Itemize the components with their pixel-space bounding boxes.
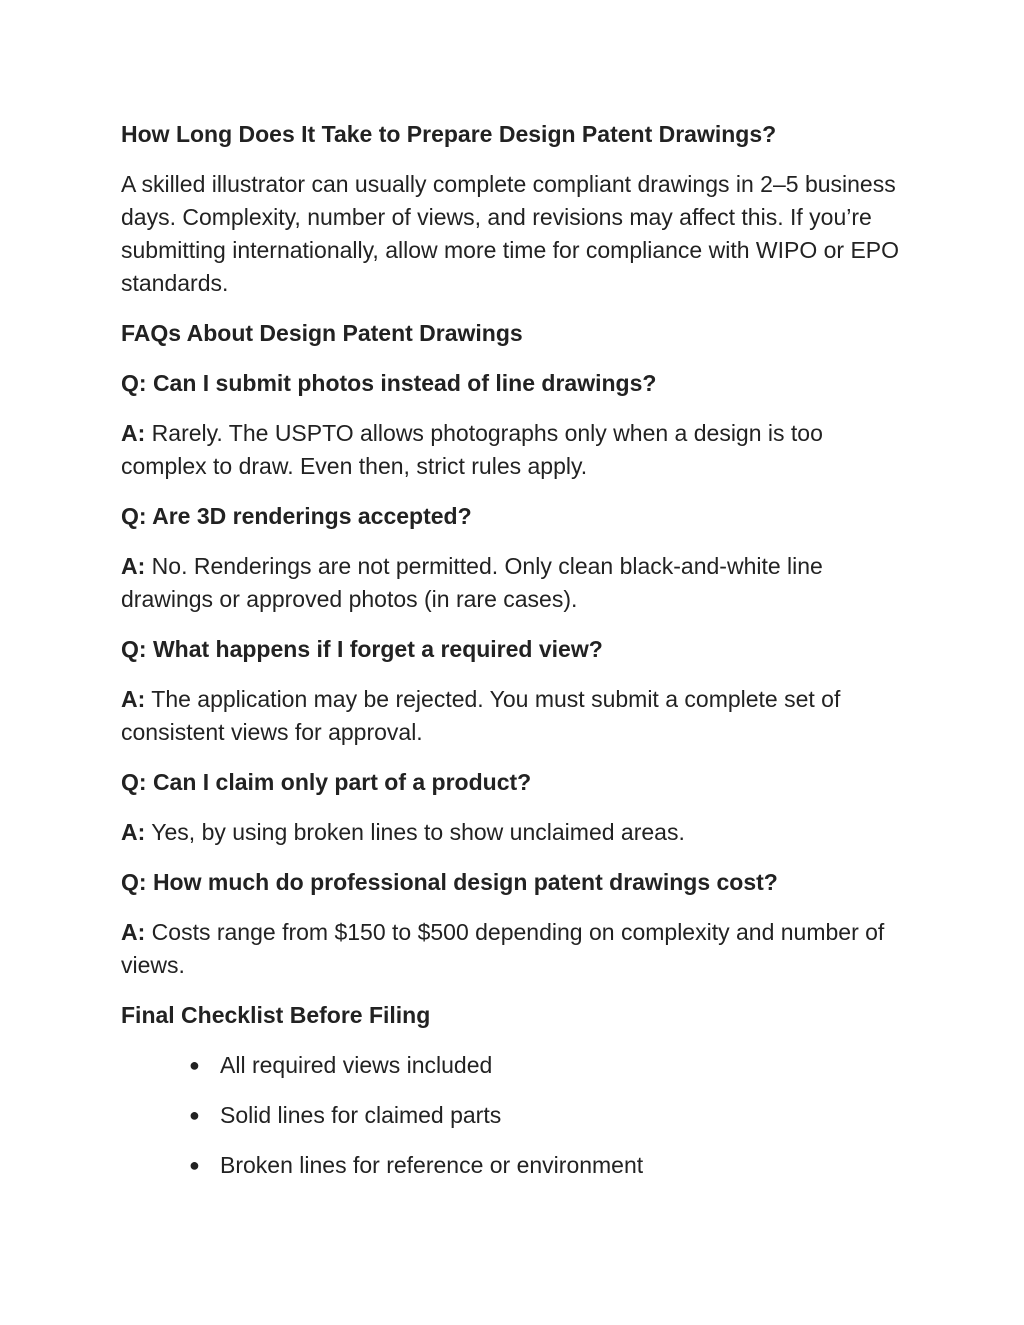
answer-prefix: A: (121, 686, 146, 712)
faq-question: Q: Can I submit photos instead of line drawings? (121, 370, 657, 396)
checklist-item-label: Broken lines for reference or environment (220, 1152, 644, 1178)
checklist-item (189, 1149, 911, 1182)
faq-answer (121, 417, 911, 483)
checklist-item (189, 1049, 911, 1082)
document-page (121, 118, 911, 1199)
answer-text: Rarely. The USPTO allows photographs only when a design is too complex to draw. Even then, strict rules apply. (121, 420, 823, 479)
section-heading-prep-time: How Long Does It Take to Prepare Design Patent Drawings? (121, 121, 777, 147)
faq-question: Q: What happens if I forget a required view? (121, 636, 603, 662)
bullet-icon: ● (189, 1055, 200, 1075)
answer-text: The application may be rejected. You must submit a complete set of consistent views for approval. (121, 686, 841, 745)
faq-answer (121, 550, 911, 616)
answer-text: Yes, by using broken lines to show unclaimed areas. (151, 819, 685, 845)
checklist-item (189, 1099, 911, 1132)
answer-prefix: A: (121, 819, 146, 845)
bullet-icon: ● (189, 1105, 200, 1125)
answer-text: No. Renderings are not permitted. Only clean black-and-white line drawings or approved photos (in rare cases). (121, 553, 823, 612)
faq-question: Q: Can I claim only part of a product? (121, 769, 532, 795)
checklist-item-label: Solid lines for claimed parts (220, 1102, 502, 1128)
faq-question: Q: How much do professional design patent drawings cost? (121, 869, 778, 895)
answer-prefix: A: (121, 553, 146, 579)
faq-answer (121, 916, 911, 982)
answer-prefix: A: (121, 420, 146, 446)
answer-prefix: A: (121, 919, 146, 945)
faq-heading: FAQs About Design Patent Drawings (121, 320, 523, 346)
faq-question: Q: Are 3D renderings accepted? (121, 503, 472, 529)
checklist-item-label: All required views included (220, 1052, 493, 1078)
answer-text: Costs range from $150 to $500 depending on complexity and number of views. (121, 919, 885, 978)
section-body-prep-time: A skilled illustrator can usually complete compliant drawings in 2–5 business days. Complexity, number of views, and revisions may affect this. If you’re submitting internationally, allow more time for compliance with WIPO or EPO standards. (121, 171, 900, 296)
checklist-heading: Final Checklist Before Filing (121, 1002, 431, 1028)
checklist (121, 1049, 911, 1182)
faq-answer (121, 816, 911, 849)
faq-answer (121, 683, 911, 749)
bullet-icon: ● (189, 1155, 200, 1175)
